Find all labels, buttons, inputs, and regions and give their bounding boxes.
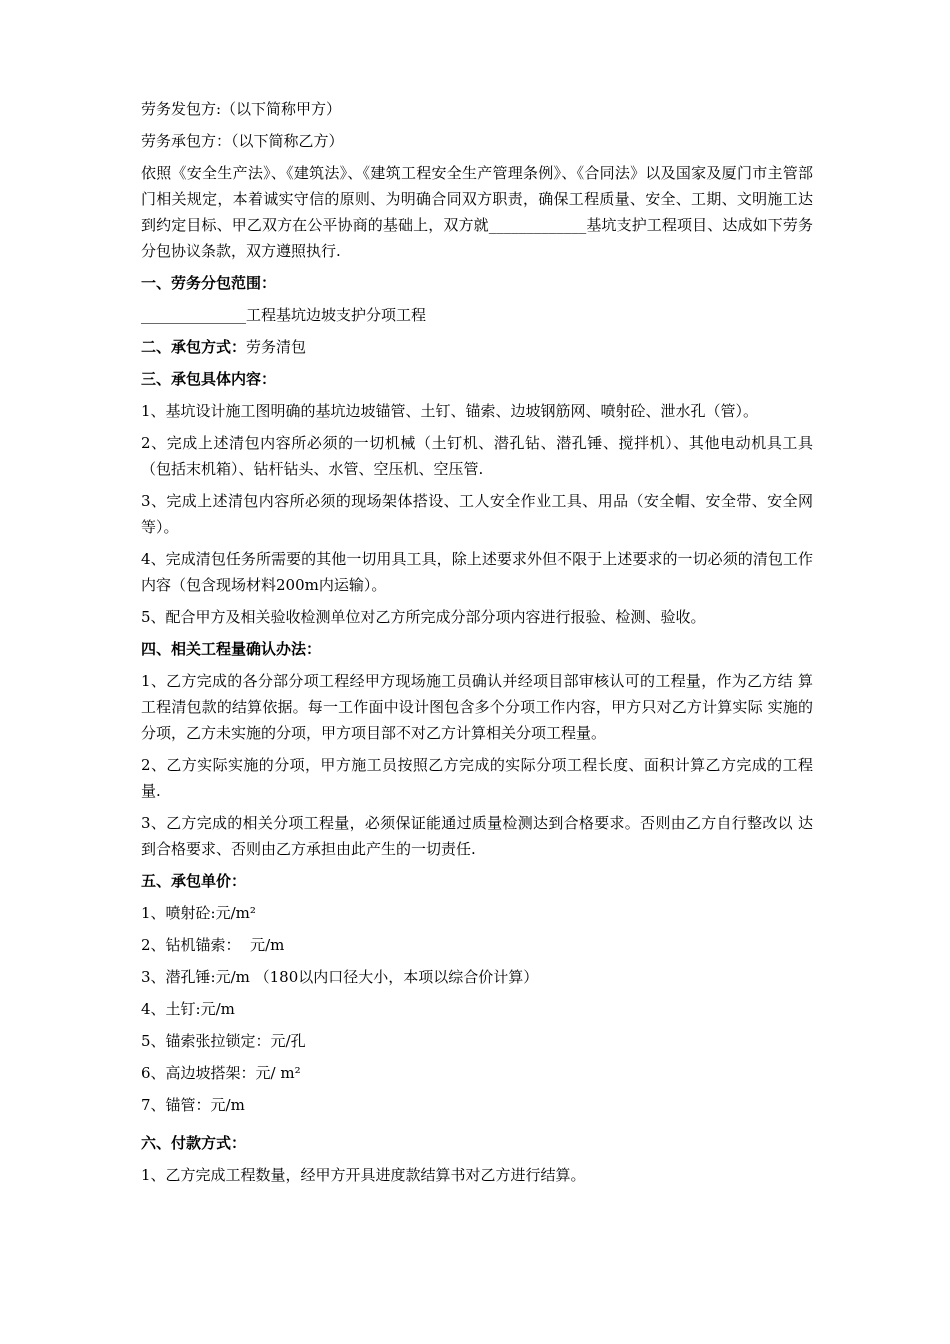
party-a-line: 劳务发包方:（以下简称甲方） (141, 100, 342, 118)
section3-item: 3、完成上述清包内容所必须的现场架体搭设、工人安全作业工具、用品（安全帽、安全带、安全网等）。 (141, 492, 813, 536)
party-b-line: 劳务承包方：（以下简称乙方） (141, 132, 344, 150)
section2-line (141, 334, 813, 360)
section5-heading: 五、承包单价： (141, 872, 247, 890)
section4-item: 3、乙方完成的相关分项工程量，必须保证能通过质量检测达到合格要求。否则由乙方自行整改以 达到合格要求、否则由乙方承担由此产生的一切责任. (141, 814, 813, 858)
price-item: 4、土钉:元/m (141, 1000, 235, 1018)
section4-heading: 四、相关工程量确认办法： (141, 640, 322, 658)
section2-heading: 二、承包方式： (141, 338, 247, 356)
section1-heading: 一、劳务分包范围： (141, 274, 277, 292)
price-item: 6、高边坡搭架：元/ m² (141, 1064, 301, 1082)
section4-item: 2、乙方实际实施的分项，甲方施工员按照乙方完成的实际分项工程长度、面积计算乙方完成的工程量. (141, 756, 813, 800)
section4-item: 1、乙方完成的各分部分项工程经甲方现场施工员确认并经项目部审核认可的工程量，作为乙方结 算工程清包款的结算依据。每一工作面中设计图包含多个分项工作内容，甲方只对乙方计算实际 实施的分项，乙方未实施的分项，甲方项目部不对乙方计算相关分项工程量。 (141, 672, 813, 742)
price-item: 1、喷射砼:元/m² (141, 904, 256, 922)
section2-value: 劳务清包 (246, 338, 307, 356)
section3-heading: 三、承包具体内容： (141, 370, 277, 388)
section3-item: 1、基坑设计施工图明确的基坑边坡锚管、土钉、锚索、边坡钢筋网、喷射砼、泄水孔（管）。 (141, 402, 759, 420)
intro-paragraph: 依照《安全生产法》、《建筑法》、《建筑工程安全生产管理条例》、《合同法》以及国家及厦门市主管部门相关规定，本着诚实守信的原则、为明确合同双方职责，确保工程质量、安全、工期、文明施工达到约定目标、甲乙双方在公平协商的基础上，双方就_____________基坑支护工程项目、达成如下劳务分包协议条款，双方遵照执行. (141, 164, 813, 260)
price-item: 3、潜孔锤:元/m （180以内口径大小，本项以综合价计算） (141, 968, 539, 986)
section6-heading: 六、付款方式： (141, 1134, 247, 1152)
section6-item: 1、乙方完成工程数量，经甲方开具进度款结算书对乙方进行结算。 (141, 1166, 586, 1184)
price-item: 7、锚管：元/m (141, 1096, 245, 1114)
section3-item: 5、配合甲方及相关验收检测单位对乙方所完成分部分项内容进行报验、检测、验收。 (141, 608, 706, 626)
section3-item: 2、完成上述清包内容所必须的一切机械（土钉机、潜孔钻、潜孔锤、搅拌机）、其他电动机具工具（包括末机箱）、钻杆钻头、水管、空压机、空压管. (141, 434, 813, 478)
document-page (141, 96, 813, 1194)
price-item: 2、钻机锚索： 元/m (141, 936, 285, 954)
section3-item: 4、完成清包任务所需要的其他一切用具工具，除上述要求外但不限于上述要求的一切必须的清包工作内容（包含现场材料200m内运输）。 (141, 550, 813, 594)
section1-text: ______________工程基坑边坡支护分项工程 (141, 306, 427, 324)
price-item: 5、锚索张拉锁定：元/孔 (141, 1032, 306, 1050)
